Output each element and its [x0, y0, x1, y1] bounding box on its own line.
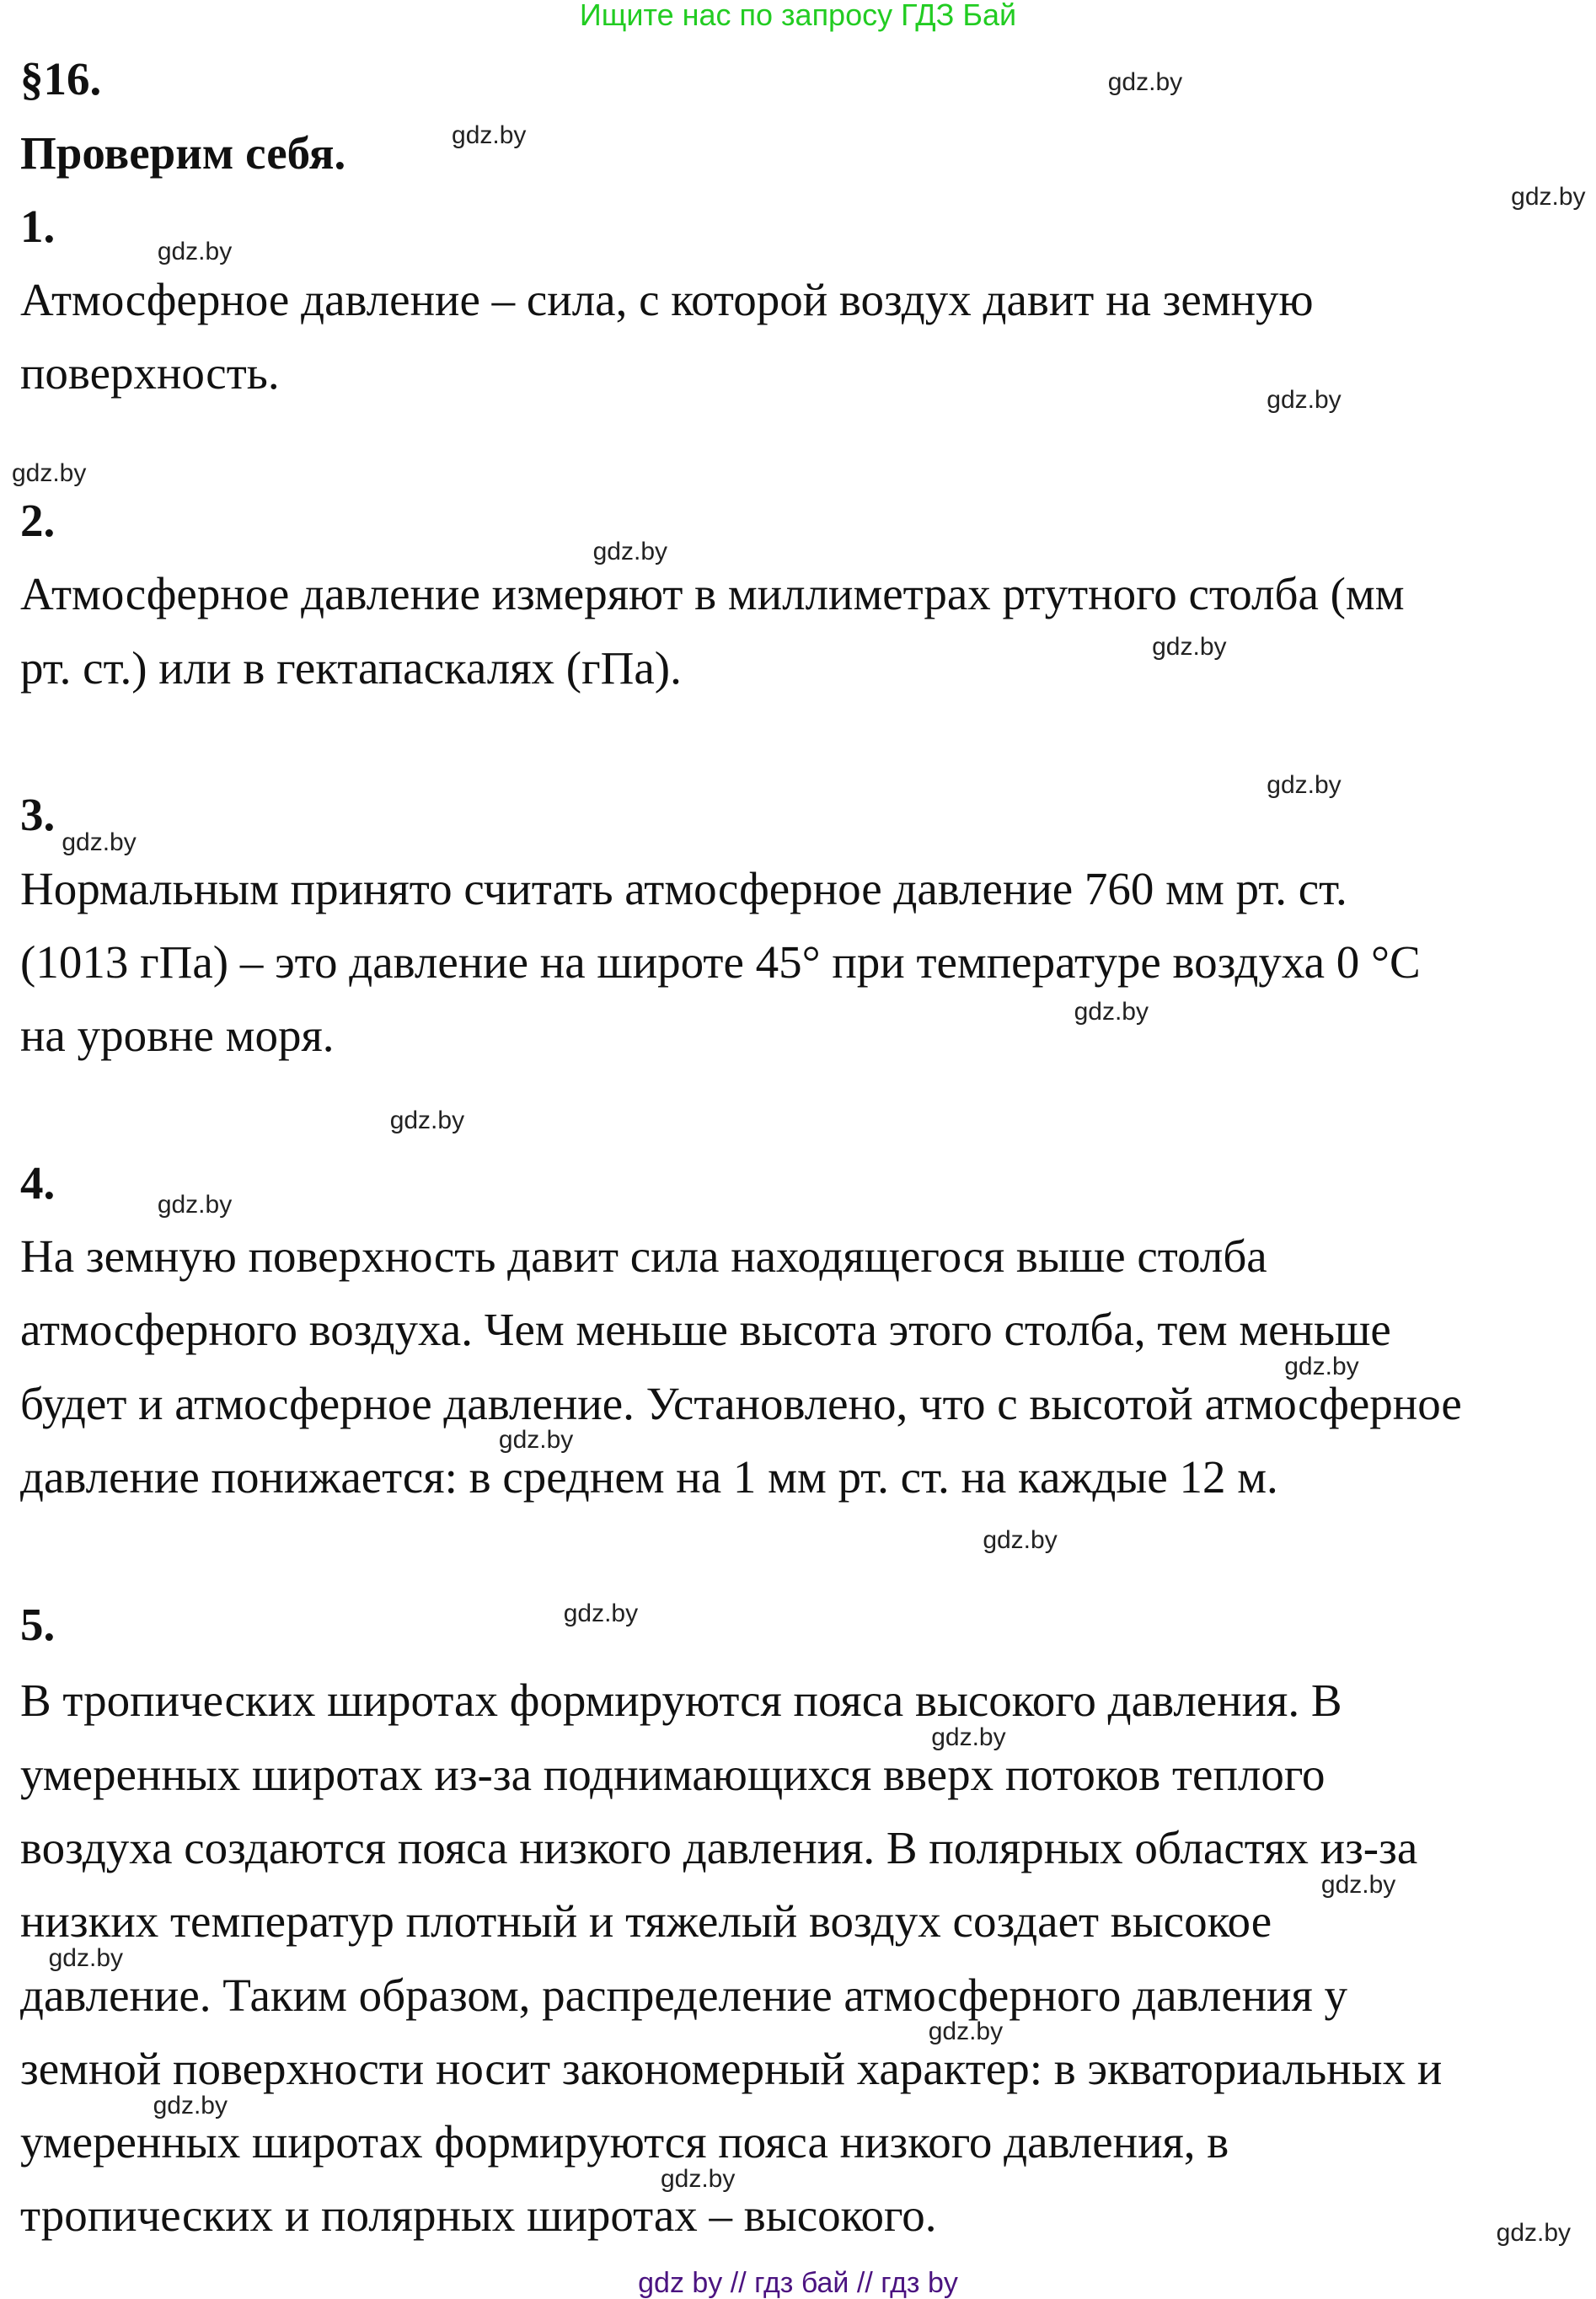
answer-number: 4. [20, 1156, 56, 1208]
answer-line: атмосферного воздуха. Чем меньше высота этого столба, тем меньше [20, 1304, 1391, 1356]
watermark: gdz.by [1496, 2219, 1572, 2248]
watermark: gdz.by [1107, 67, 1183, 96]
watermark: gdz.by [498, 1426, 574, 1455]
watermark: gdz.by [563, 1600, 639, 1628]
answer-number: 1. [20, 200, 56, 252]
watermark: gdz.by [11, 459, 87, 488]
answer-line: (1013 гПа) – это давление на широте 45° при температуре воздуха 0 °С [20, 935, 1421, 988]
answer-line: тропических и полярных широтах – высокого. [20, 2189, 937, 2242]
section-title: §16. [20, 53, 102, 104]
watermark: gdz.by [48, 1943, 123, 1972]
answer-line: будет и атмосферное давление. Установлено, что с высотой атмосферное [20, 1377, 1462, 1429]
watermark: gdz.by [1074, 998, 1149, 1026]
answer-line: Нормальным принято считать атмосферное давление 760 мм рт. ст. [20, 862, 1347, 914]
watermark: gdz.by [1511, 182, 1586, 211]
watermark: gdz.by [931, 1723, 1006, 1752]
watermark: gdz.by [62, 828, 137, 857]
answer-number: 5. [20, 1598, 56, 1650]
watermark: gdz.by [983, 1526, 1058, 1555]
answer-line: низких температур плотный и тяжелый воздух создает высокое [20, 1895, 1272, 1948]
answer-line: На земную поверхность давит сила находящегося выше столба [20, 1230, 1267, 1283]
watermark: gdz.by [1267, 771, 1342, 800]
answer-number: 2. [20, 495, 56, 547]
footer-links[interactable]: gdz by // гдз бай // гдз by [638, 2267, 958, 2299]
page-subtitle: Проверим себя. [20, 127, 346, 179]
answer-line: поверхность. [20, 347, 280, 399]
answer-line: умеренных широтах из-за поднимающихся вверх потоков теплого [20, 1748, 1326, 1800]
answer-line: на уровне моря. [20, 1010, 335, 1062]
promo-banner: Ищите нас по запросу ГДЗ Бай [579, 0, 1017, 32]
watermark: gdz.by [153, 2091, 228, 2119]
watermark: gdz.by [1152, 633, 1227, 662]
watermark: gdz.by [592, 537, 668, 565]
answer-line: земной поверхности носит закономерный характер: в экваториальных и [20, 2042, 1443, 2094]
watermark: gdz.by [660, 2164, 736, 2193]
answer-number: 3. [20, 789, 56, 841]
answer-line: давление. Таким образом, распределение атмосферного давления у [20, 1969, 1348, 2021]
watermark: gdz.by [1267, 385, 1342, 414]
watermark: gdz.by [157, 237, 233, 265]
answer-line: давление понижается: в среднем на 1 мм рт. ст. на каждые 12 м. [20, 1450, 1278, 1503]
answer-line: умеренных широтах формируются пояса низкого давления, в [20, 2116, 1229, 2168]
watermark: gdz.by [157, 1190, 233, 1219]
watermark: gdz.by [389, 1107, 465, 1135]
watermark: gdz.by [1320, 1870, 1396, 1899]
watermark: gdz.by [928, 2018, 1004, 2046]
answer-line: Атмосферное давление – сила, с которой воздух давит на земную [20, 274, 1314, 326]
watermark: gdz.by [452, 121, 527, 149]
answer-line: воздуха создаются пояса низкого давления. В полярных областях из-за [20, 1821, 1418, 1873]
answer-line: В тропических широтах формируются пояса высокого давления. В [20, 1675, 1342, 1727]
answer-line: Атмосферное давление измеряют в миллиметрах ртутного столба (мм [20, 568, 1405, 620]
answer-line: рт. ст.) или в гектапаскалях (гПа). [20, 641, 682, 694]
watermark: gdz.by [1284, 1353, 1359, 1381]
